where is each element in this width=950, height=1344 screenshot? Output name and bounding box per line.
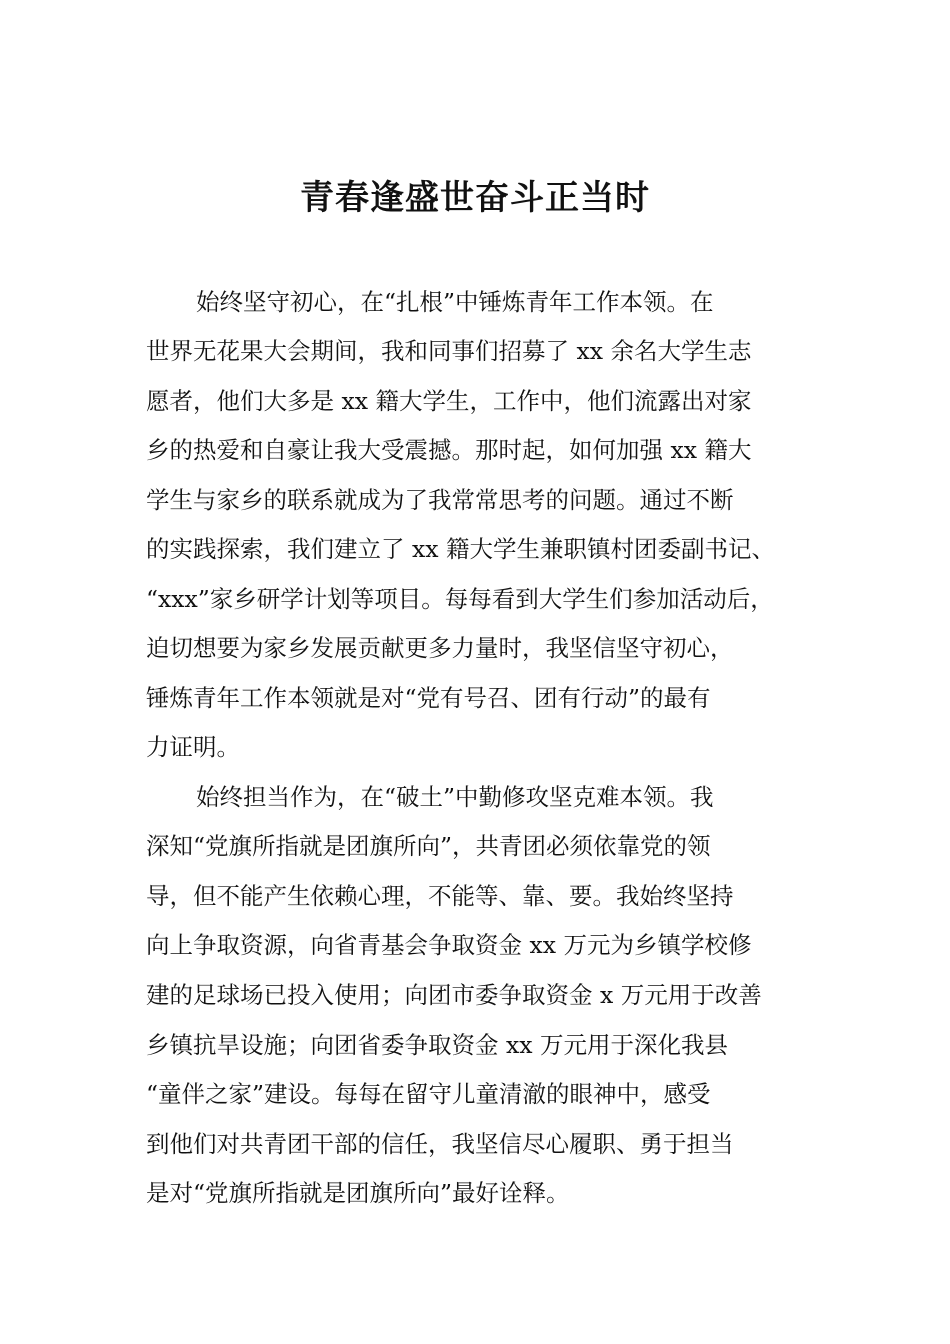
paragraph-2-line-2: 深知“党旗所指就是团旗所向”，共青团必须依靠党的领: [146, 832, 711, 860]
paragraph-2-line-7: “童伴之家”建设。每每在留守儿童清澈的眼神中，感受: [146, 1080, 711, 1108]
paragraph-1-line-8: 迫切想要为家乡发展贡献更多力量时，我坚信坚守初心，: [146, 634, 734, 662]
paragraph-1-line-5: 学生与家乡的联系就成为了我常常思考的问题。通过不断: [146, 486, 734, 514]
paragraph-2-line-4: 向上争取资源，向省青基会争取资金 xx 万元为乡镇学校修: [146, 931, 752, 959]
document-title: 青春逢盛世奋斗正当时: [300, 178, 650, 218]
paragraph-2-line-9: 是对“党旗所指就是团旗所向”最好诠释。: [146, 1179, 570, 1207]
paragraph-1-line-4: 乡的热爱和自豪让我大受震撼。那时起，如何加强 xx 籍大: [146, 436, 752, 464]
paragraph-1-line-2: 世界无花果大会期间，我和同事们招募了 xx 余名大学生志: [146, 337, 752, 365]
paragraph-1-line-10: 力证明。: [146, 733, 240, 761]
paragraph-1-line-9: 锤炼青年工作本领就是对“党有号召、团有行动”的最有: [146, 684, 711, 712]
paragraph-1-line-1: 始终坚守初心，在“扎根”中锤炼青年工作本领。在: [196, 288, 714, 316]
paragraph-1-line-3: 愿者，他们大多是 xx 籍大学生，工作中，他们流露出对家: [146, 387, 752, 415]
paragraph-2-line-5: 建的足球场已投入使用；向团市委争取资金 x 万元用于改善: [146, 981, 762, 1009]
paragraph-2-line-8: 到他们对共青团干部的信任，我坚信尽心履职、勇于担当: [146, 1130, 734, 1158]
paragraph-2-line-6: 乡镇抗旱设施；向团省委争取资金 xx 万元用于深化我县: [146, 1031, 728, 1059]
paragraph-2-line-1: 始终担当作为，在“破土”中勤修攻坚克难本领。我: [196, 783, 714, 811]
paragraph-1-line-6: 的实践探索，我们建立了 xx 籍大学生兼职镇村团委副书记、: [146, 535, 775, 563]
paragraph-1-line-7: “xxx”家乡研学计划等项目。每每看到大学生们参加活动后，: [146, 585, 774, 613]
paragraph-2-line-3: 导，但不能产生依赖心理，不能等、靠、要。我始终坚持: [146, 882, 734, 910]
